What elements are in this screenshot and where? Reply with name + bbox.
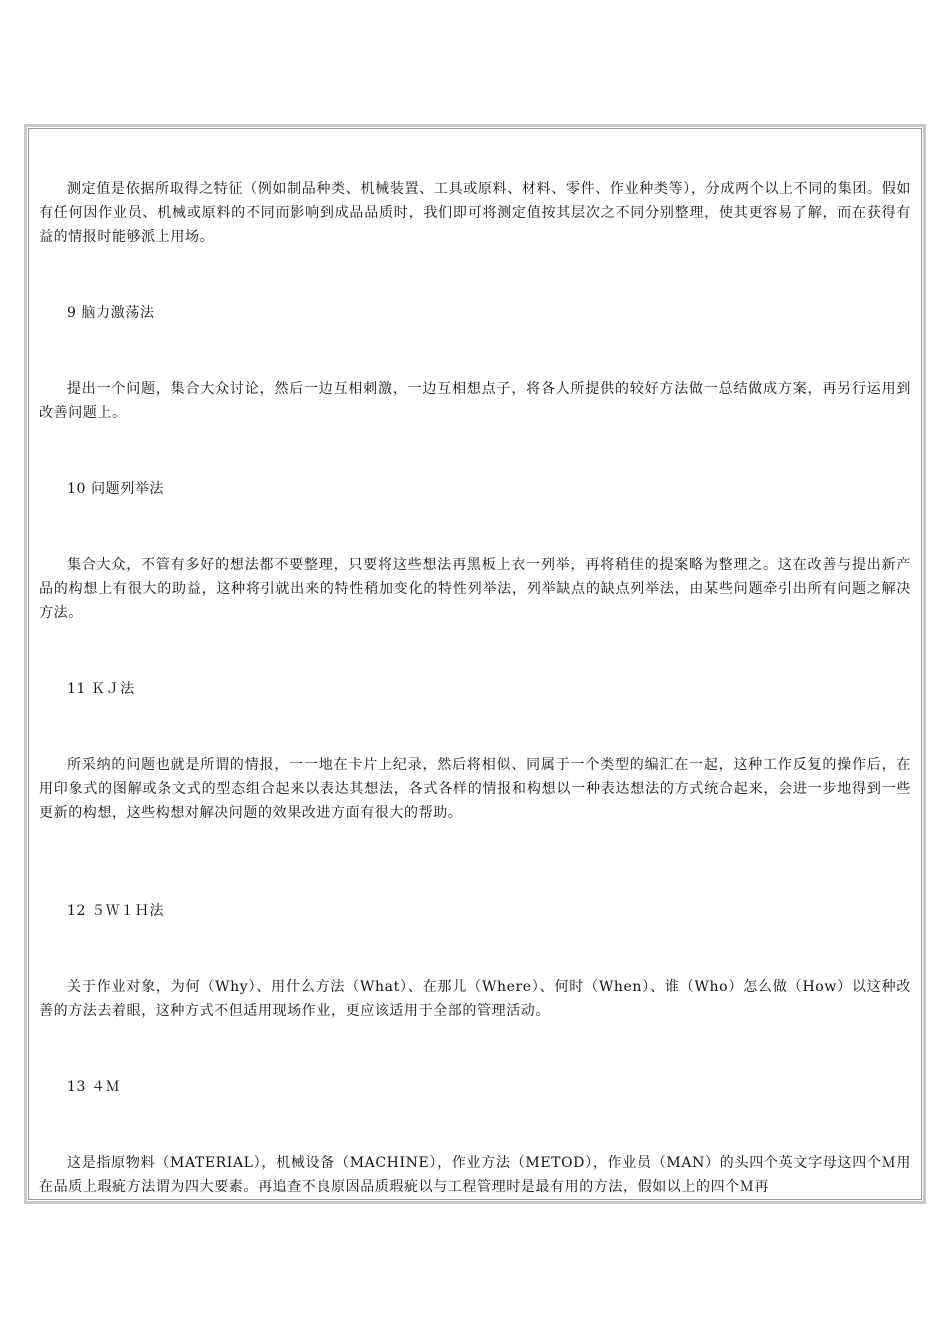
document-body bbox=[39, 177, 911, 1199]
paragraph-4m: 这是指原物料（MATERIAL），机械设备（MACHINE），作业方法（METOD），作业员（MAN）的头四个英文字母这四个Ｍ用在品质上瑕疵方法谓为四大要素。再追查不良原因品质瑕疵以与工程管理时是最有用的方法，假如以上的四个Ｍ再 bbox=[39, 1155, 911, 1195]
heading-problem-listing: 10 问题列举法 bbox=[67, 481, 165, 497]
heading-brainstorming: 9 脑力激荡法 bbox=[67, 305, 155, 321]
paragraph-5w1h: 关于作业对象，为何（Why）、用什么方法（What）、在那儿（Where）、何时（When）、谁（Who）怎么做（How）以这种改善的方法去着眼，这种方式不但适用现场作业，更应该适用于全部的管理活动。 bbox=[39, 979, 911, 1019]
document-frame bbox=[24, 124, 926, 1204]
paragraph-stratification: 测定值是依据所取得之特征（例如制品种类、机械装置、工具或原料、材料、零件、作业种类等），分成两个以上不同的集团。假如有任何因作业员、机械或原料的不同而影响到成品品质时，我们即可将测定值按其层次之不同分别整理，使其更容易了解，而在获得有益的情报时能够派上用场。 bbox=[39, 181, 911, 245]
paragraph-problem-listing: 集合大众，不管有多好的想法都不要整理，只要将这些想法再黑板上衣一列举，再将稍佳的提案略为整理之。这在改善与提出新产品的构想上有很大的助益，这种将引就出来的特性稍加变化的特性列举法，列举缺点的缺点列举法，由某些问题牵引出所有问题之解决方法。 bbox=[39, 557, 911, 621]
heading-kj-method: 11 ＫＪ法 bbox=[67, 681, 135, 697]
paragraph-kj-method: 所采纳的问题也就是所谓的情报，一一地在卡片上纪录，然后将相似、同属于一个类型的编汇在一起，这种工作反复的操作后，在用印象式的图解或条文式的型态组合起来以表达其想法，各式各样的情报和构想以一种表达想法的方式统合起来，会进一步地得到一些更新的构想，这些构想对解决问题的效果改进方面有很大的帮助。 bbox=[39, 757, 911, 821]
heading-5w1h: 12 ５Ｗ１Ｈ法 bbox=[67, 903, 165, 919]
heading-4m: 13 ４Ｍ bbox=[67, 1079, 121, 1095]
paragraph-brainstorming: 提出一个问题，集合大众讨论，然后一边互相刺激，一边互相想点子，将各人所提供的较好方法做一总结做成方案，再另行运用到改善问题上。 bbox=[39, 381, 911, 421]
